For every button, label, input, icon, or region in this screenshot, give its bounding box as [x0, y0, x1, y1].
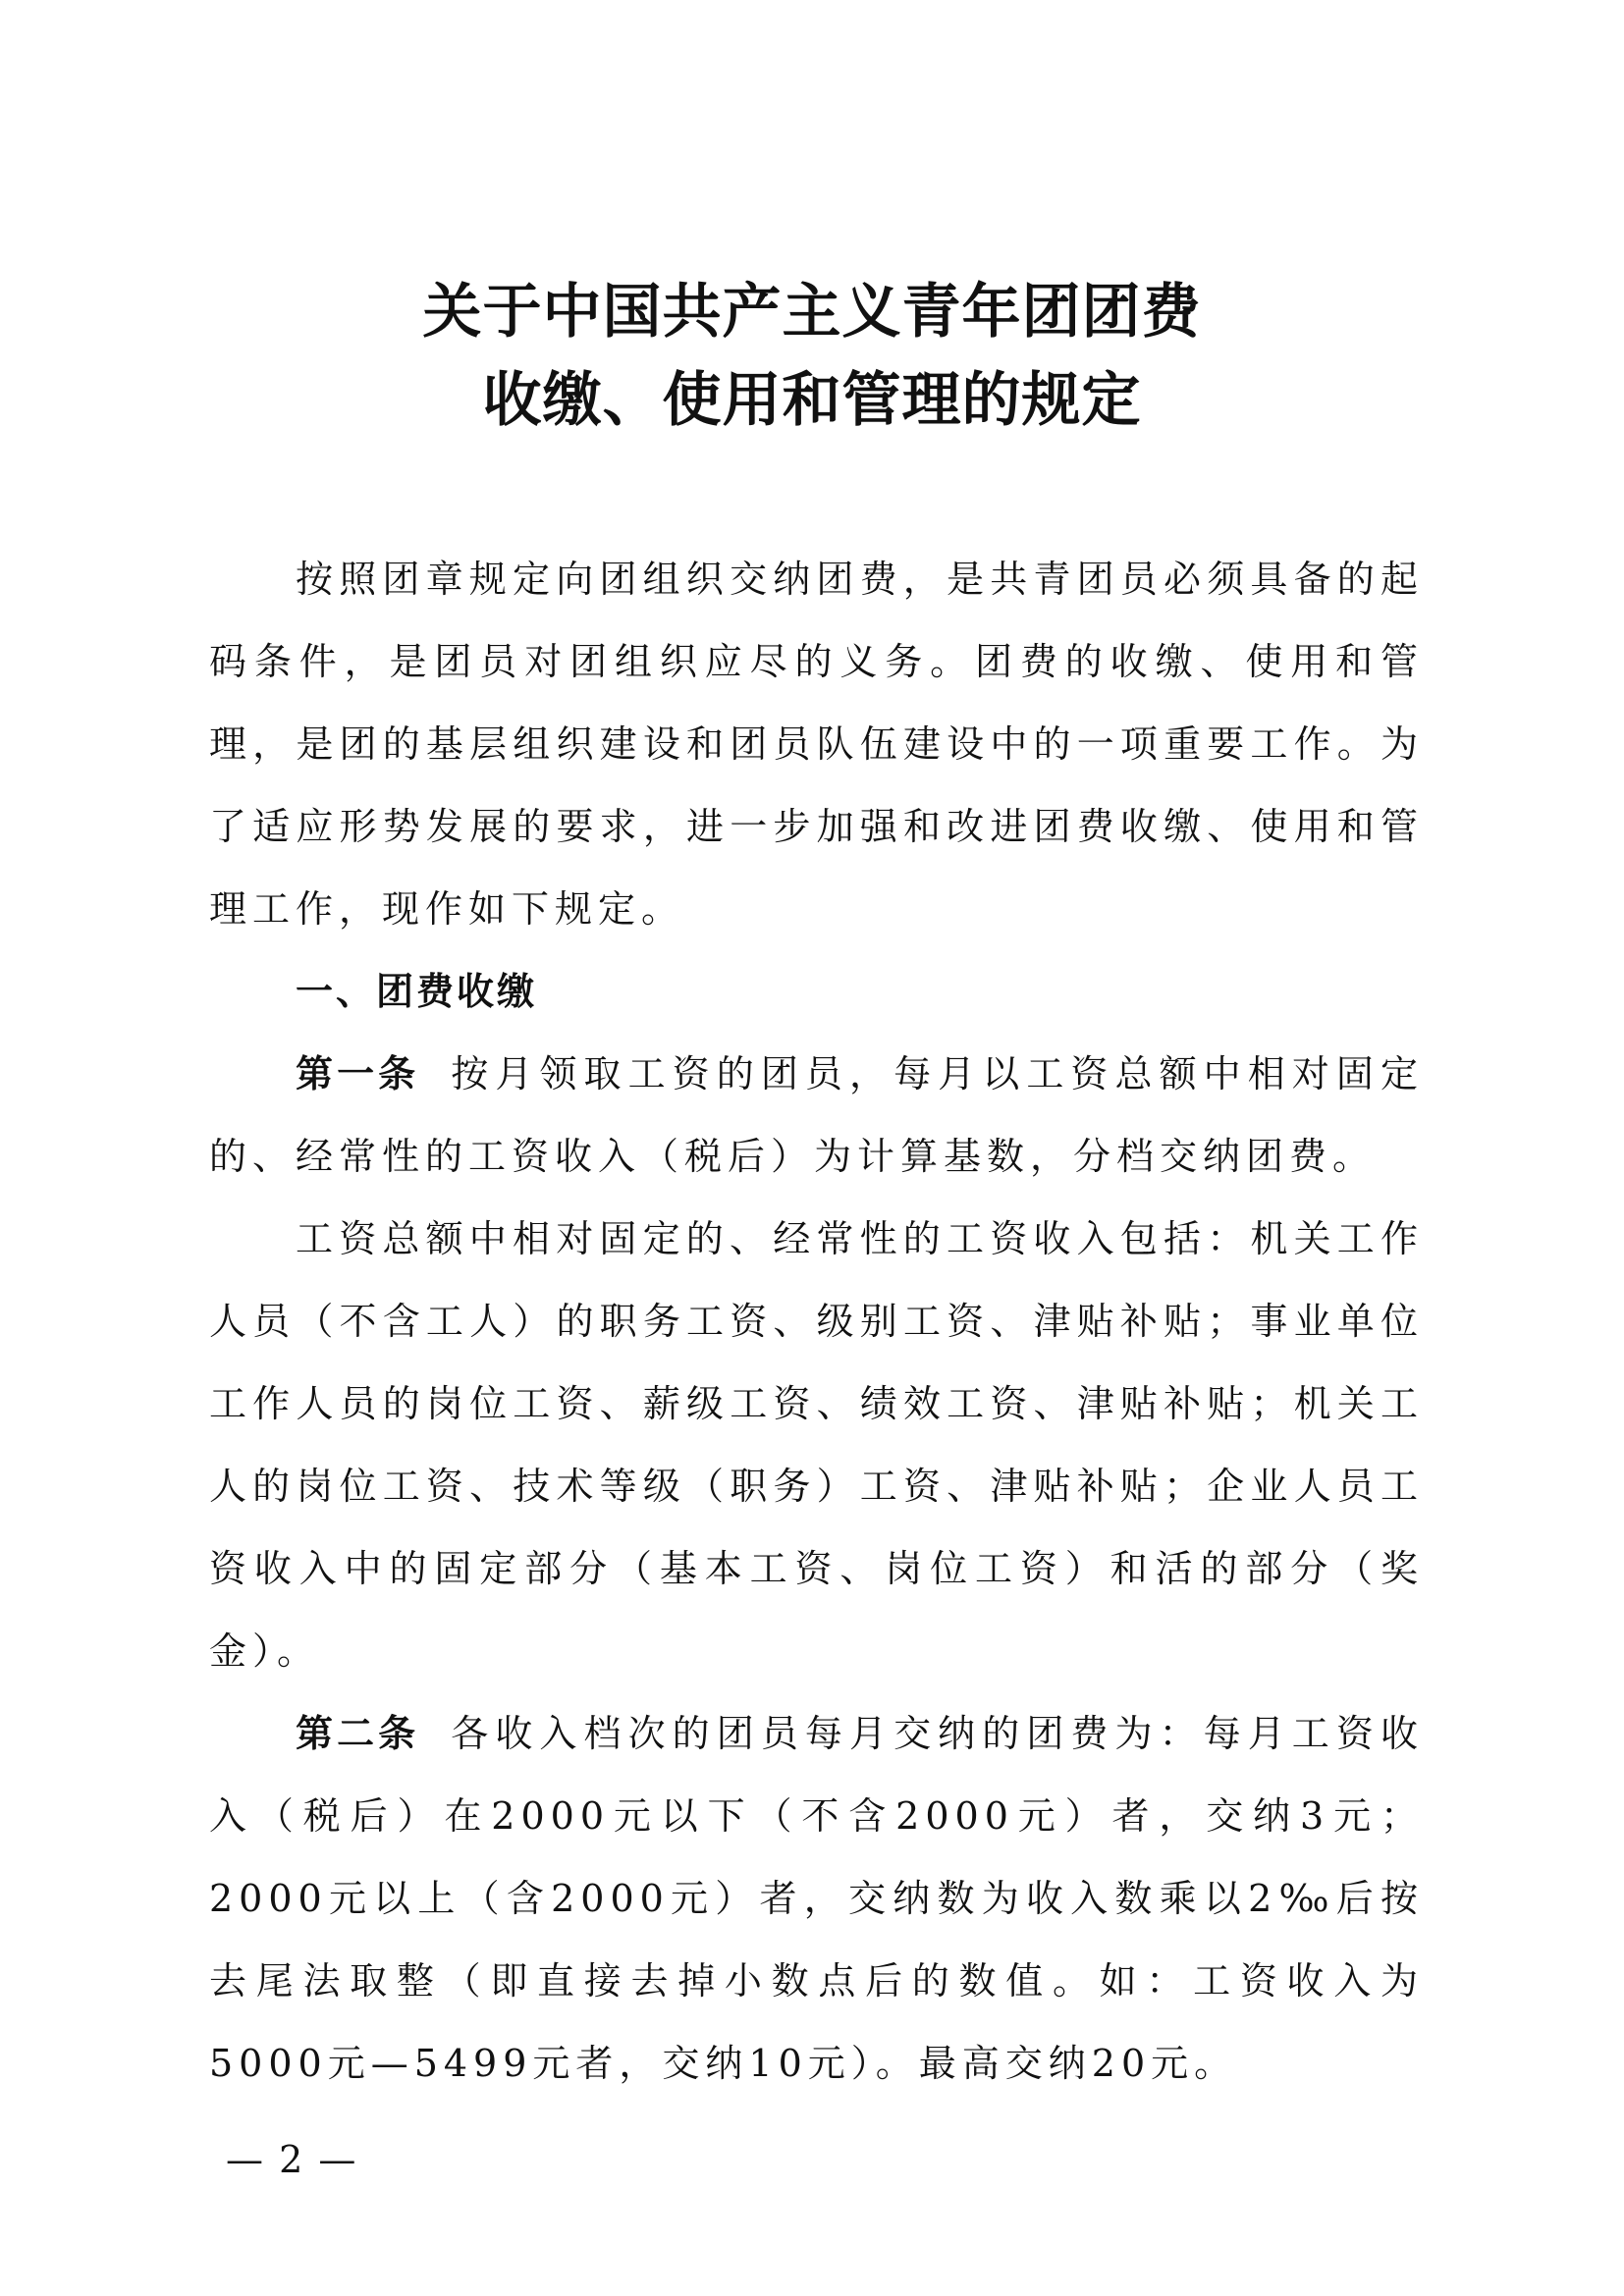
- document-title-line-1: 关于中国共产主义青年团团费: [422, 278, 1202, 347]
- article-1-label: 第一条: [296, 1052, 420, 1095]
- document-title-line-2: 收缴、使用和管理的规定: [482, 366, 1142, 435]
- article-2-text: 各收入档次的团员每月交纳的团费为：每月工资收入（税后）在2000元以下（不含2000元）者，交纳3元；2000元以上（含2000元）者，交纳数为收入数乘以2‰后按去尾法取整（即直接去掉小数点后的数值。如：工资收入为5000元—5499元者，交纳10元）。最高交纳20元。: [209, 1712, 1424, 2085]
- article-1: [209, 1033, 1424, 1198]
- article-2-label: 第二条: [296, 1712, 420, 1755]
- article-1-detail: 工资总额中相对固定的、经常性的工资收入包括：机关工作人员（不含工人）的职务工资、级别工资、津贴补贴；事业单位工作人员的岗位工资、薪级工资、绩效工资、津贴补贴；机关工人的岗位工资、技术等级（职务）工资、津贴补贴；企业人员工资收入中的固定部分（基本工资、岗位工资）和活的部分（奖金）。: [209, 1217, 1424, 1673]
- intro-paragraph: 按照团章规定向团组织交纳团费，是共青团员必须具备的起码条件，是团员对团组织应尽的义务。团费的收缴、使用和管理，是团的基层组织建设和团员队伍建设中的一项重要工作。为了适应形势发展的要求，进一步加强和改进团费收缴、使用和管理工作，现作如下规定。: [209, 558, 1424, 931]
- section-heading-1: 一、团费收缴: [296, 970, 538, 1013]
- page-number: — 2 —: [226, 2138, 358, 2181]
- document-body: [209, 538, 1424, 2105]
- article-2: [209, 1692, 1424, 2105]
- article-1-text: 按月领取工资的团员，每月以工资总额中相对固定的、经常性的工资收入（税后）为计算基数，分档交纳团费。: [209, 1052, 1424, 1178]
